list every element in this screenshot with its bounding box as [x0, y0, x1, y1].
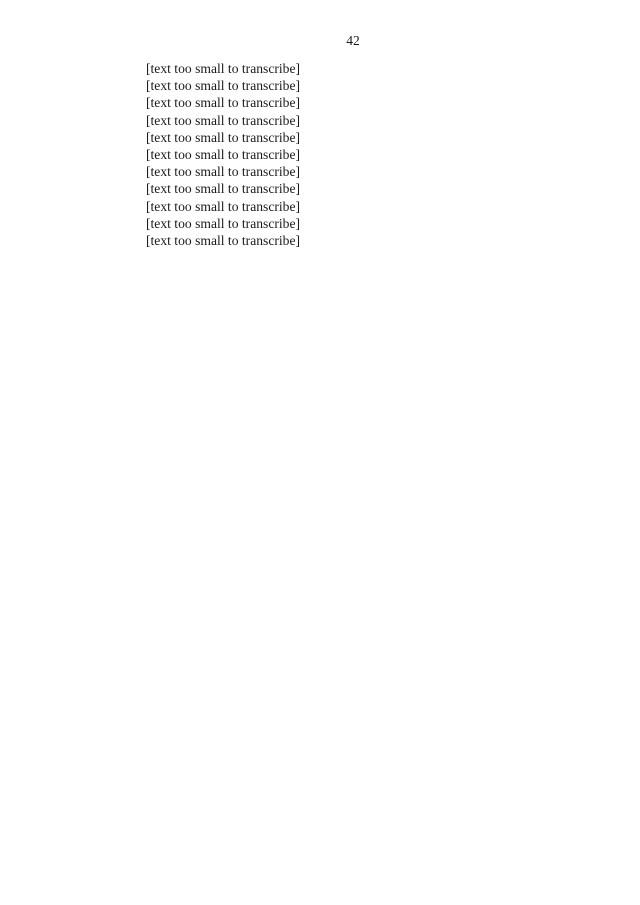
page-number: 42: [346, 33, 360, 48]
paragraph-measure-8-3-1: [text too small to transcribe]: [146, 233, 301, 249]
paragraph-measure-8-1: [text too small to transcribe]: [146, 61, 301, 76]
paragraph-measure-8-2-2: [text too small to transcribe]: [146, 112, 301, 128]
paragraph-measure-8-2-5: [text too small to transcribe]: [146, 164, 301, 180]
paragraph-measure-8-3: [text too small to transcribe]: [146, 215, 301, 231]
paragraph-measure-8-2-3: [text too small to transcribe]: [146, 129, 301, 145]
document-body: [108, 60, 598, 249]
paragraph-measure-8-2-1: [text too small to transcribe]: [146, 95, 301, 111]
paragraph-measure-8-2-7: [text too small to transcribe]: [146, 198, 301, 214]
document-page: [108, 32, 598, 249]
paragraph-measure-8-2: [text too small to transcribe]: [146, 78, 301, 94]
paragraph-measure-8-2-6: [text too small to transcribe]: [146, 181, 301, 197]
paragraph-measure-8-2-4: [text too small to transcribe]: [146, 147, 301, 163]
